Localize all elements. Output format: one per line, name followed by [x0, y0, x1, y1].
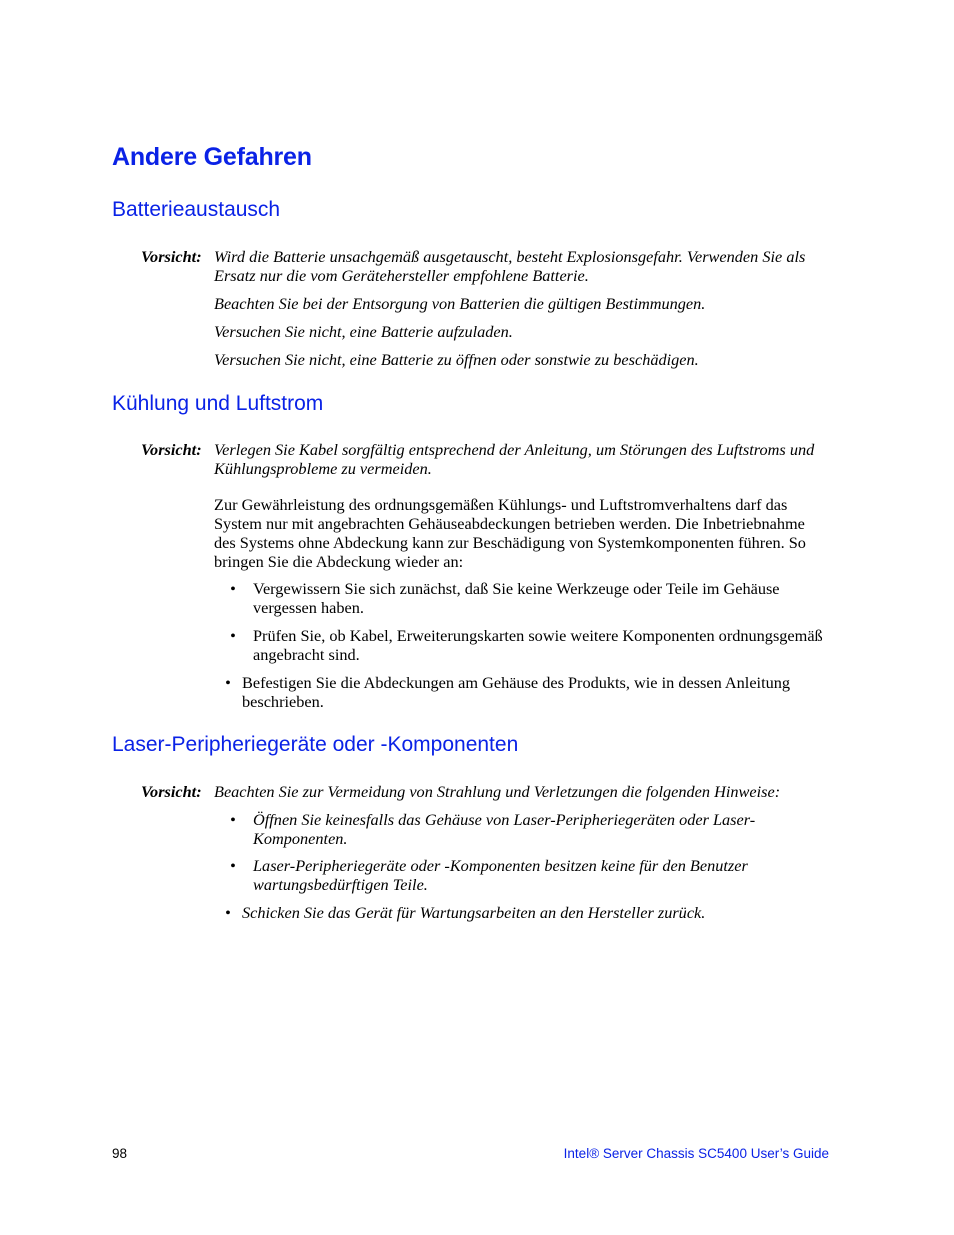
body-paragraph-cooling: Zur Gewährleistung des ordnungsgemäßen Kühlungs- und Luftstromverhaltens darf das System nur mit angebrachten Gehäuseabdeckungen betrieben werden. Die Inbetriebnahme des Systems ohne Abdeckung kann zur Beschädigung von Systemkomponenten führen. So bringen Sie die Abdeckung wieder an: [214, 495, 806, 571]
bullet-marker: • [225, 673, 231, 692]
bullet-marker: • [230, 579, 236, 598]
list-item-laser-2: Laser-Peripheriegeräte oder -Komponenten besitzen keine für den Benutzer wartungsbedürftigen Teile. [253, 856, 748, 894]
bullet-marker: • [230, 810, 236, 829]
caution-text-battery-1: Wird die Batterie unsachgemäß ausgetauscht, besteht Explosionsgefahr. Verwenden Sie als Ersatz nur die vom Gerätehersteller empfohlene Batterie. [214, 247, 806, 285]
caution-label-battery: Vorsicht: [141, 247, 202, 266]
caution-text-laser: Beachten Sie zur Vermeidung von Strahlung und Verletzungen die folgenden Hinweise: [214, 782, 781, 801]
list-item-laser-3: Schicken Sie das Gerät für Wartungsarbeiten an den Hersteller zurück. [242, 903, 706, 922]
bullet-marker: • [225, 903, 231, 922]
caution-text-battery-3: Versuchen Sie nicht, eine Batterie aufzuladen. [214, 322, 513, 341]
page-number: 98 [112, 1146, 128, 1161]
section-heading-laser: Laser-Peripheriegeräte oder -Komponenten [112, 733, 519, 756]
section-heading-cooling: Kühlung und Luftstrom [112, 392, 324, 415]
list-item-cooling-2: Prüfen Sie, ob Kabel, Erweiterungskarten sowie weitere Komponenten ordnungsgemäß angebracht sind. [253, 626, 823, 664]
caution-text-battery-4: Versuchen Sie nicht, eine Batterie zu öffnen oder sonstwie zu beschädigen. [214, 350, 699, 369]
caution-text-battery-2: Beachten Sie bei der Entsorgung von Batterien die gültigen Bestimmungen. [214, 294, 706, 313]
caution-label-cooling: Vorsicht: [141, 440, 202, 459]
section-heading-battery: Batterieaustausch [112, 198, 281, 221]
caution-text-cooling: Verlegen Sie Kabel sorgfältig entsprechend der Anleitung, um Störungen des Luftstroms und Kühlungsprobleme zu vermeiden. [214, 440, 815, 478]
list-item-cooling-3: Befestigen Sie die Abdeckungen am Gehäuse des Produkts, wie in dessen Anleitung beschrieben. [242, 673, 791, 711]
caution-label-laser: Vorsicht: [141, 782, 202, 801]
page-title: Andere Gefahren [112, 143, 312, 171]
bullet-marker: • [230, 856, 236, 875]
footer-guide-title: Intel® Server Chassis SC5400 User’s Guide [563, 1146, 829, 1161]
list-item-cooling-1: Vergewissern Sie sich zunächst, daß Sie keine Werkzeuge oder Teile im Gehäuse vergessen haben. [253, 579, 780, 617]
bullet-marker: • [230, 626, 236, 645]
list-item-laser-1: Öffnen Sie keinesfalls das Gehäuse von Laser-Peripheriegeräten oder Laser-Komponenten. [253, 810, 756, 848]
